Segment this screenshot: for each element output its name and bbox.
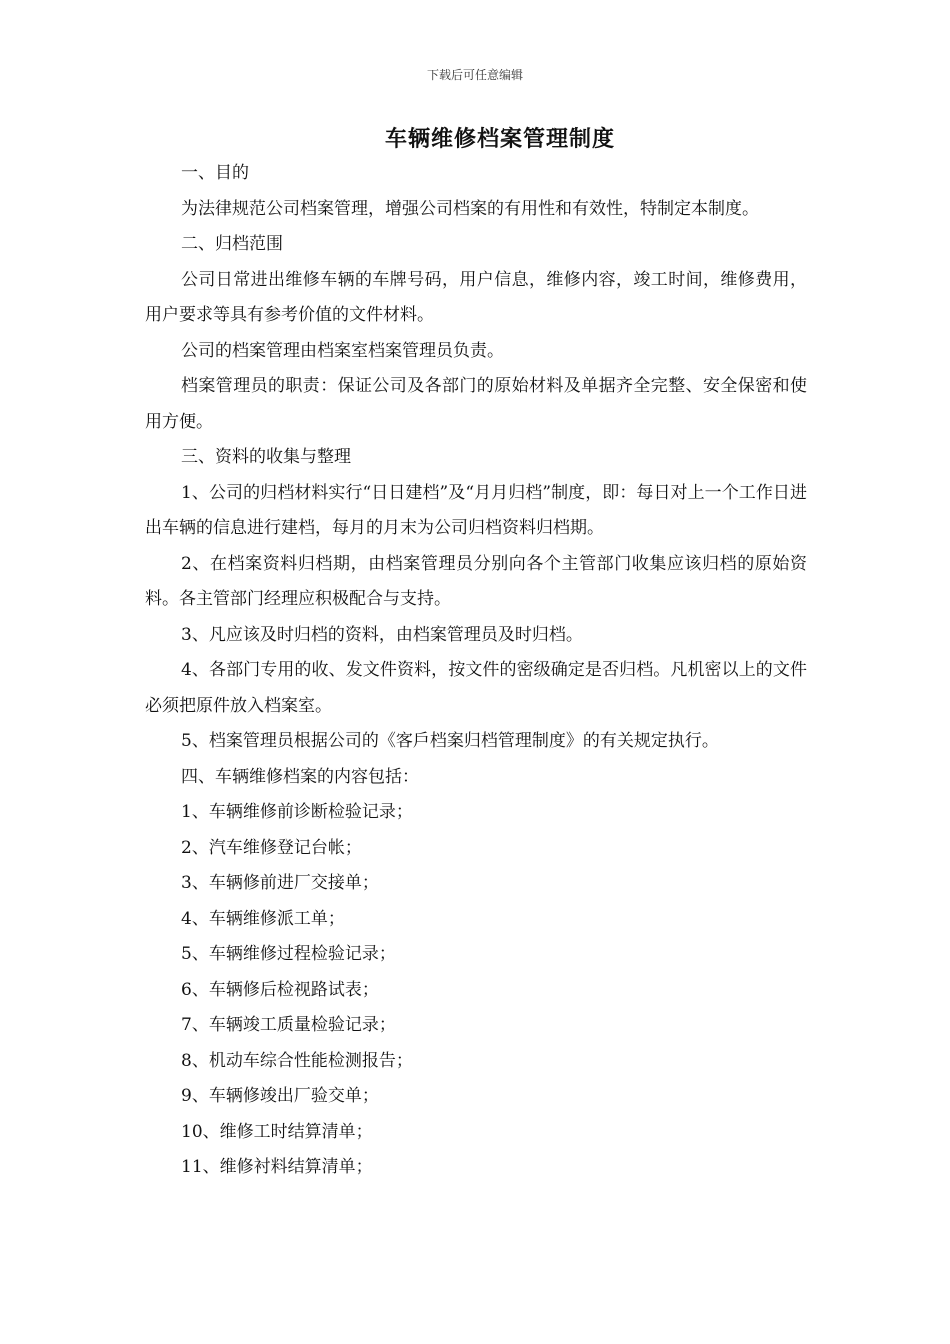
- section-heading-collection: 三、资料的收集与整理: [181, 447, 351, 467]
- list-item: 8、机动车综合性能检测报告；: [181, 1050, 413, 1071]
- section-heading-scope: 二、归档范围: [181, 234, 283, 254]
- paragraph: 1、公司的归档材料实行“日日建档”及“月月归档”制度，即：每日对上一个工作日进出车辆的信息进行建档，每月的月末为公司归档资料归档期。: [145, 482, 807, 538]
- list-item: 1、车辆维修前诊断检验记录；: [181, 802, 413, 822]
- header-note: 下载后可任意编辑: [426, 68, 523, 82]
- paragraph: 公司的档案管理由档案室档案管理员负责。: [181, 340, 504, 361]
- document-body: [145, 156, 807, 1186]
- paragraph: 公司日常进出维修车辆的车牌号码，用户信息，维修内容，竣工时间，维修费用，用户要求等具有参考价值的文件材料。: [145, 269, 807, 325]
- list-item: 11、维修衬料结算清单；: [181, 1157, 373, 1177]
- paragraph: 为法律规范公司档案管理，增强公司档案的有用性和有效性，特制定本制度。: [181, 198, 759, 219]
- paragraph: 3、凡应该及时归档的资料，由档案管理员及时归档。: [181, 624, 583, 645]
- paragraph: 4、各部门专用的收、发文件资料，按文件的密级确定是否归档。凡机密以上的文件必须把原件放入档案室。: [145, 660, 807, 716]
- section-heading-contents: 四、车辆维修档案的内容包括：: [181, 766, 419, 787]
- list-item: 10、维修工时结算清单；: [181, 1121, 373, 1142]
- list-item: 3、车辆修前进厂交接单；: [181, 873, 379, 893]
- paragraph: 档案管理员的职责：保证公司及各部门的原始材料及单据齐全完整、安全保密和使用方便。: [145, 376, 807, 432]
- list-item: 6、车辆修后检视路试表；: [181, 979, 379, 1000]
- list-item: 2、汽车维修登记台帐；: [181, 837, 362, 858]
- section-heading-purpose: 一、目的: [181, 163, 249, 183]
- list-item: 4、车辆维修派工单；: [181, 908, 345, 929]
- paragraph: 2、在档案资料归档期，由档案管理员分别向各个主管部门收集应该归档的原始资料。各主管部门经理应积极配合与支持。: [145, 553, 807, 609]
- list-item: 7、车辆竣工质量检验记录；: [181, 1015, 396, 1035]
- paragraph: 5、档案管理员根据公司的《客戶档案归档管理制度》的有关规定执行。: [181, 731, 719, 751]
- list-item: 5、车辆维修过程检验记录；: [181, 944, 396, 964]
- document-title: 车辆维修档案管理制度: [384, 127, 615, 152]
- list-item: 9、车辆修竣出厂验交单；: [181, 1086, 379, 1106]
